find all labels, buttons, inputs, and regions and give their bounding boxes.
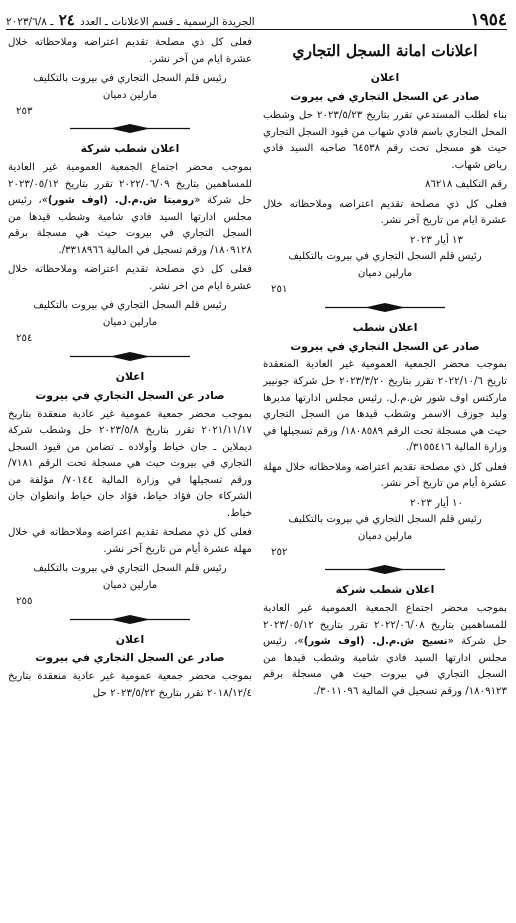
notice-number: ٢٥١	[271, 284, 288, 296]
section-separator	[70, 123, 190, 134]
signer-title: رئيس قلم السجل التجاري في بيروت بالتكليف	[33, 73, 227, 85]
section-separator	[70, 351, 190, 362]
signer-name: مارلين دميان	[357, 530, 413, 542]
section-separator	[325, 302, 445, 313]
notice-issuer: صادر عن السجل التجاري في بيروت	[290, 90, 480, 104]
columns	[6, 34, 507, 914]
notice-number: ٢٥٣	[16, 106, 33, 118]
notice-body: بموجب محضر جمعية عمومية غير عادية منعقدة بتاريخ ٢٠١٨/١٢/٤ تقرر بتاريخ ٢٠٢٣/٥/٢٢ حل	[8, 671, 252, 699]
notice-number: ٢٥٥	[16, 596, 33, 608]
notice-body: بموجب محضر الجمعية العمومية غير العادية المنعقدة تاريخ ٢٠٢٢/١٠/٦ تقرر بتاريخ ٢٠٢٣/٣/٢٠ حل شركة جونيير ماركتس اوف شور ش.م.ل. رئيس مجلس ادارتها مديرها وليد جوزف الاسمر وشطب قيدها من السجل التجاري حيث هي مسجلة تحت الرقم ١٨٠٨٥٨٩/ ورقم تسجيلها في وزارة المالية ٣١٥٥٤١٦/.	[263, 359, 507, 454]
page-header	[6, 6, 507, 30]
notice-issuer: صادر عن السجل التجاري في بيروت	[290, 339, 480, 353]
notice-body	[8, 160, 252, 259]
signer-title: رئيس قلم السجل التجاري في بيروت بالتكليف	[288, 251, 482, 263]
notice-253-end	[8, 35, 252, 120]
signer-name: مارلين دميان	[357, 267, 413, 279]
company-name: نسيج ش.م.ل. (اوف شور)	[303, 636, 448, 648]
section-separator	[325, 564, 445, 575]
signer-title: رئيس قلم السجل التجاري في بيروت بالتكليف	[33, 563, 227, 575]
objection-text: فعلى كل ذي مصلحة تقديم اعتراضه وملاحظاته خلال عشرة ايام من تاريخ آخر نشر.	[263, 198, 507, 227]
body-end: »، رئيس مجلس ادارتها السيد فادي شامية وشطب قيدها من السجل التجاري في بيروت حيث هي مسجلة برقم ١٨٠٩١٢٨/ ورقم تسجيل في المالية ٣٣١٨٩٦٦/.	[8, 195, 252, 256]
body-end: »، رئيس مجلس ادارتها السيد فادي شامية وشطب قيدها من السجل التجاري في بيروت حيث هي مسجلة برقم ١٨٠٩١٢٣/ ورقم تسجيل في المالية ٣٠١١٠٩٦/.	[263, 636, 507, 697]
notice-number: ٢٥٢	[271, 547, 288, 559]
notice-256-start	[8, 631, 252, 703]
company-name: روميتا ش.م.ل. (اوف شور)	[47, 195, 195, 207]
signer-name: مارلين دميان	[102, 89, 158, 101]
publication-name: الجريدة الرسمية ـ قسم الاعلانات ـ العدد	[80, 16, 255, 28]
signer-name: مارلين دميان	[102, 579, 158, 591]
objection-text: فعلى كل ذي مصلحة تقديم اعتراضه وملاحظاته في خلال مهلة عشرة أيام من تاريخ آخر نشر.	[8, 527, 252, 555]
notice-date: ١٣ أيار ٢٠٢٣	[409, 234, 463, 246]
notice-252	[263, 319, 507, 562]
objection-text: فعلى كل ذي مصلحة تقديم اعتراضه وملاحظاته خلال مهلة عشرة أيام من تاريخ آخر نشر.	[263, 461, 507, 490]
signer-title: رئيس قلم السجل التجاري في بيروت بالتكليف	[288, 514, 482, 526]
assignment-number: رقم التكليف ٨٦٢١٨	[424, 179, 507, 191]
objection-text: فعلى كل ذي مصلحة تقديم اعتراضه وملاحظاته خلال عشرة ايام من اخر نشر.	[8, 264, 252, 292]
issue-date: ـ ٢٠٢٣/٦/٨	[6, 16, 54, 28]
right-column	[263, 34, 507, 914]
notice-date: ١٠ أيار ٢٠٢٣	[409, 497, 463, 509]
signer-title: رئيس قلم السجل التجاري في بيروت بالتكليف	[33, 300, 227, 312]
signer-name: مارلين دميان	[102, 316, 158, 328]
running-header	[6, 11, 255, 29]
notice-label: اعلان شطب	[352, 320, 418, 334]
notice-label: اعلان شطب شركة	[335, 583, 435, 597]
page-number: ١٩٥٤	[470, 10, 507, 30]
notice-issuer: صادر عن السجل التجاري في بيروت	[35, 651, 225, 665]
section-title: اعلانات امانة السجل التجاري	[292, 41, 478, 60]
notice-body	[263, 601, 507, 700]
body-start: بموجب محضر اجتماع الجمعية العمومية غير العادية للمساهمين بتاريخ ٢٠٢٢/٠٦/٠٨ تقرر بتاريخ ٢٠٢٣/٠٥/١٢ حل شركة «	[263, 603, 507, 648]
left-column	[8, 34, 252, 914]
column-gutter	[252, 34, 263, 914]
notice-251	[263, 69, 507, 298]
notice-label: اعلان شطب شركة	[80, 142, 180, 156]
notice-label: اعلان	[115, 369, 145, 383]
notice-number: ٢٥٤	[16, 333, 33, 345]
notice-company-dissolution	[263, 581, 507, 700]
notice-label: اعلان	[370, 71, 400, 85]
notice-255	[8, 368, 252, 611]
section-separator	[70, 614, 190, 625]
notice-254	[8, 140, 252, 347]
notice-issuer: صادر عن السجل التجاري في بيروت	[35, 388, 225, 402]
body-start: بموجب محضر اجتماع الجمعية العمومية غير العادية للمساهمين بتاريخ ٢٠٢٢/٠٦/٠٩ تقرر بتاريخ ٢٠٢٣/٠٥/١٢ حل شركة «	[8, 162, 252, 207]
issue-number: ٢٤	[58, 11, 75, 29]
notice-label: اعلان	[115, 632, 145, 646]
objection-text: فعلى كل ذي مصلحة تقديم اعتراضه وملاحظاته خلال عشرة ايام من آخر نشر.	[8, 37, 252, 65]
notice-body: بناء لطلب المستدعي تقرر بتاريخ ٢٠٢٣/٥/٢٣ حل وشطب المحل التجاري باسم فادي شهاب من قيود السجل التجاري حيث هو مسجل تحت رقم ٦٤٥٣٨ صاحبه السيد فادي رياض شهاب.	[263, 110, 507, 171]
notice-body: بموجب محضر جمعية عمومية غير عادية منعقدة بتاريخ ٢٠٢١/١١/١٧ تقرر بتاريخ ٢٠٢٣/٥/٨ حل وشطب شركة ديملاين ـ جان خياط وأولاده ـ تضامن من قيود السجل التجاري في بيروت حيث هي مسجلة تحت الرقم ٧١٨١/ ورقم تسجيلها في وزارة المالية ٧٠١٤٤/ مؤلفة من الشركاء جان فؤاد خياط، فؤاد جان خياط وانطوان جان خياط.	[8, 408, 252, 519]
